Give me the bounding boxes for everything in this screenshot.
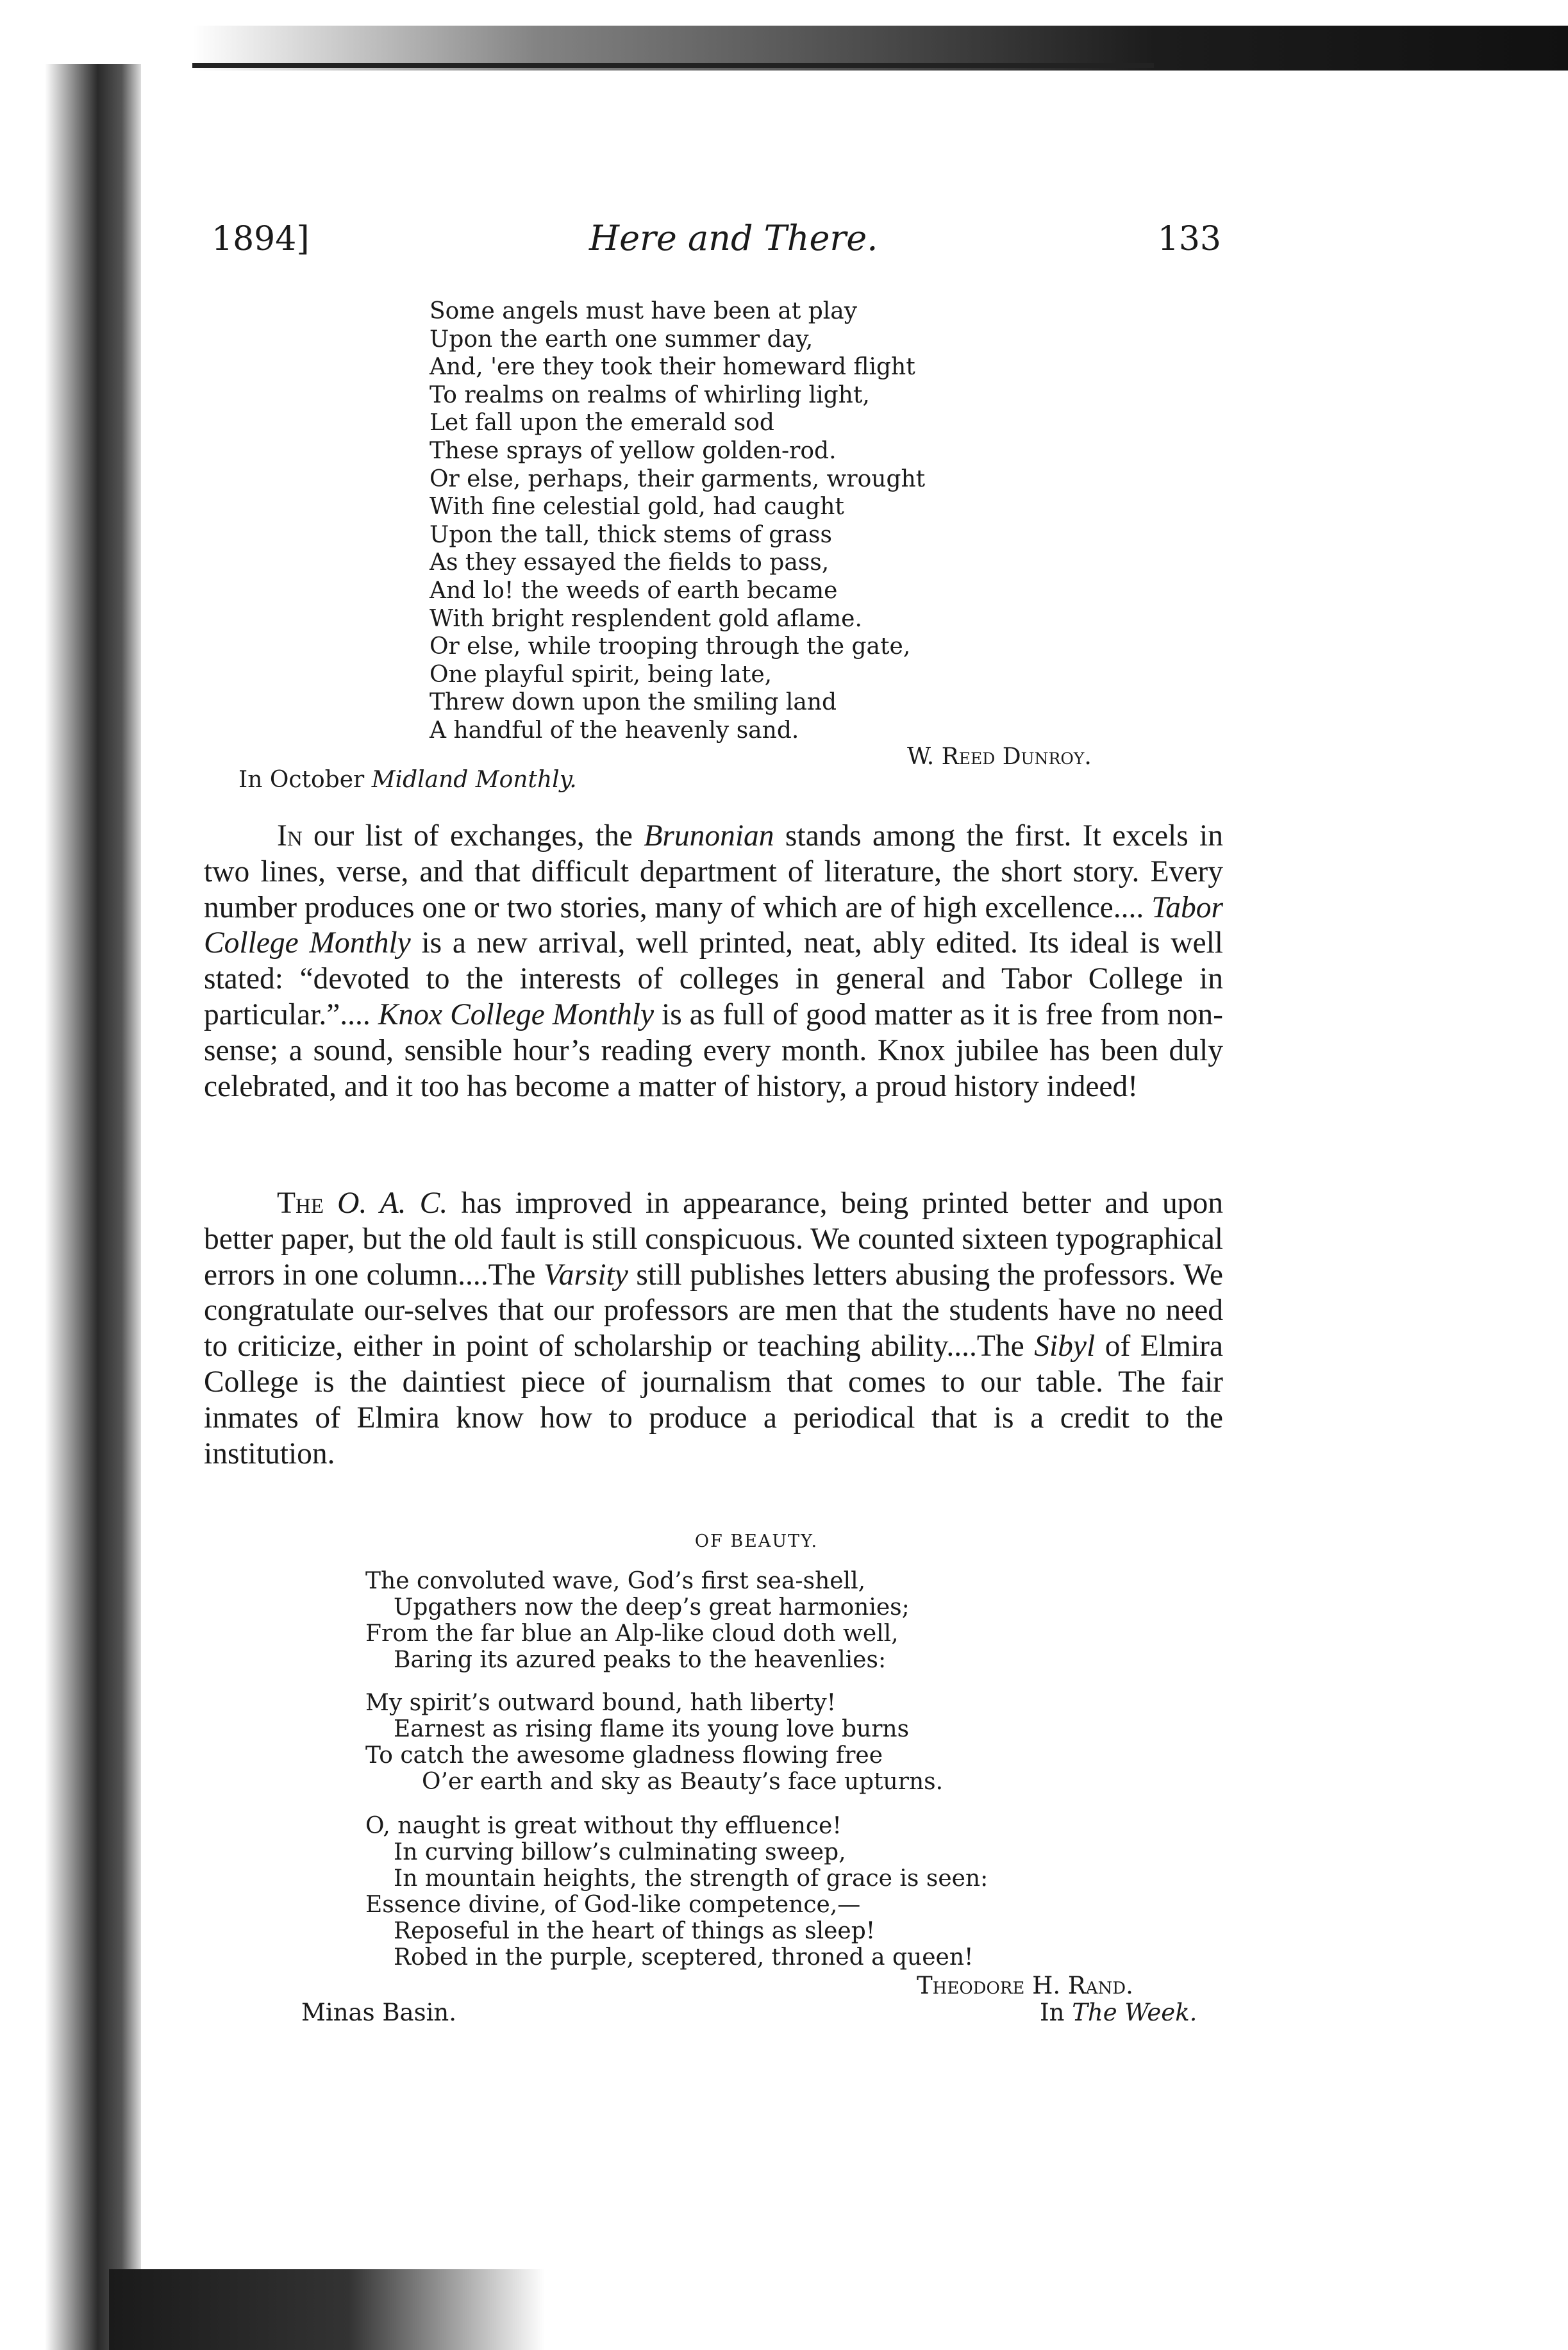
paragraph1-lead: In bbox=[277, 819, 303, 853]
poem-line: One playful spirit, being late, bbox=[430, 661, 772, 688]
poem-line: My spirit’s outward bound, hath liberty! bbox=[365, 1690, 837, 1716]
paragraph1-text: is a new arrival, well printed, neat, ably edited. Its ideal is well stated: “devoted to the interests of colleges in general and Tabor College in particular.”.... bbox=[204, 926, 1223, 1031]
paragraph2-title-oac: O. A. C. bbox=[337, 1187, 448, 1220]
beauty-stanza-2 bbox=[365, 1690, 1135, 1795]
poem-line: With bright resplendent gold aflame. bbox=[430, 605, 862, 632]
poem-line: From the far blue an Alp-like cloud doth well, bbox=[365, 1621, 899, 1647]
poem-line: And lo! the weeds of earth became bbox=[430, 577, 838, 604]
poem-line: Essence divine, of God-like competence,— bbox=[365, 1892, 861, 1918]
paragraph2-text: has improved in appearance, being printed better and upon better paper, but the old fault is still conspicuous. We counted sixteen typographical errors in one column....The bbox=[204, 1187, 1223, 1292]
beauty-stanza-3 bbox=[365, 1813, 1135, 1971]
paragraph1-title-knox: Knox College Monthly bbox=[378, 997, 655, 1031]
header-year: 1894] bbox=[212, 220, 310, 258]
poem-line: Upon the earth one summer day, bbox=[430, 326, 813, 353]
poem-line: In mountain heights, the strength of grace is seen: bbox=[394, 1865, 988, 1892]
poem-line: Baring its azured peaks to the heavenlies: bbox=[394, 1647, 887, 1673]
paragraph2-title-varsity: Varsity bbox=[543, 1258, 628, 1292]
poem2-author: Theodore H. Rand. bbox=[917, 1972, 1133, 1999]
poem-line: The convoluted wave, God’s first sea-shell, bbox=[365, 1568, 866, 1594]
beauty-poem-title: OF BEAUTY. bbox=[694, 1531, 819, 1551]
paragraph2-text: of Elmira College is the daintiest piece of journalism that comes to our table. The fair inmates of Elmira know how to produce a periodical that is a credit to the institution. bbox=[204, 1329, 1223, 1471]
poem1-source-prefix: In October bbox=[238, 767, 365, 793]
paragraph2-title-sibyl: Sibyl bbox=[1034, 1329, 1096, 1363]
poem-line: Or else, while trooping through the gate, bbox=[430, 633, 911, 660]
poem-line: Reposeful in the heart of things as sleep! bbox=[394, 1918, 876, 1944]
poem-line: With fine celestial gold, had caught bbox=[430, 494, 844, 521]
poem2-place: Minas Basin. bbox=[301, 1999, 457, 2026]
poem1-author: W. Reed Dunroy. bbox=[907, 744, 1092, 770]
poem-line: To catch the awesome gladness flowing free bbox=[365, 1742, 883, 1769]
paragraph1-title-tabor: Tabor College Monthly bbox=[204, 890, 1223, 960]
poem-line: Threw down upon the smiling land bbox=[430, 689, 837, 716]
poem-line: As they essayed the fields to pass, bbox=[430, 549, 830, 576]
poem2-source bbox=[1040, 1999, 1197, 2026]
running-head bbox=[212, 218, 1221, 276]
poem-line: O’er earth and sky as Beauty’s face upturns. bbox=[422, 1769, 944, 1795]
poem-line: These sprays of yellow golden-rod. bbox=[430, 437, 837, 464]
paragraph2-text: still publishes letters abusing the professors. We congratulate our-selves that our professors are men that the students have no need to criticize, either in point of scholarship or teaching ability....The bbox=[204, 1258, 1223, 1363]
paragraph1-text: stands among the first. It excels in two lines, verse, and that difficult department of literature, the short story. Every number produces one or two stories, many of which are of high excellence.... bbox=[204, 819, 1224, 924]
oac-paragraph bbox=[204, 1186, 1223, 1472]
poem-line: A handful of the heavenly sand. bbox=[430, 717, 799, 744]
poem-line: O, naught is great without thy effluence! bbox=[365, 1813, 842, 1839]
poem1-source-title: Midland Monthly. bbox=[371, 767, 577, 793]
exchanges-paragraph bbox=[204, 819, 1223, 1104]
poem-line: Robed in the purple, sceptered, throned a queen! bbox=[394, 1944, 974, 1971]
poem-line: And, 'ere they took their homeward flight bbox=[430, 354, 915, 381]
poem1-source bbox=[238, 767, 577, 793]
poem-line: Upon the tall, thick stems of grass bbox=[430, 521, 832, 548]
golden-rod-poem bbox=[430, 297, 1154, 745]
poem-line: To realms on realms of whirling light, bbox=[430, 381, 870, 408]
page-number: 133 bbox=[1157, 220, 1221, 258]
poem2-source-prefix: In bbox=[1040, 1999, 1065, 2026]
poem-line: Some angels must have been at play bbox=[430, 298, 858, 324]
paragraph1-title-brunonian: Brunonian bbox=[644, 819, 774, 853]
poem-line: In curving billow’s culminating sweep, bbox=[394, 1839, 846, 1865]
beauty-stanza-1 bbox=[365, 1568, 1135, 1673]
poem-line: Earnest as rising flame its young love burns bbox=[394, 1716, 910, 1742]
paragraph1-text: our list of exchanges, the bbox=[302, 819, 644, 853]
paragraph1-text: is as full of good matter as it is free from non-sense; a sound, sensible hour’s reading every month. Knox jubilee has been duly celebrated, and it too has become a matter of history, a proud history indeed! bbox=[204, 997, 1223, 1103]
poem2-source-title: The Week. bbox=[1072, 1999, 1197, 2026]
paragraph2-space bbox=[324, 1187, 337, 1220]
poem-line: Let fall upon the emerald sod bbox=[430, 410, 774, 437]
poem-line: Upgathers now the deep’s great harmonies; bbox=[394, 1594, 910, 1621]
paragraph2-lead: The bbox=[277, 1187, 324, 1220]
poem-line: Or else, perhaps, their garments, wrought bbox=[430, 465, 926, 492]
header-title: Here and There. bbox=[588, 218, 878, 258]
